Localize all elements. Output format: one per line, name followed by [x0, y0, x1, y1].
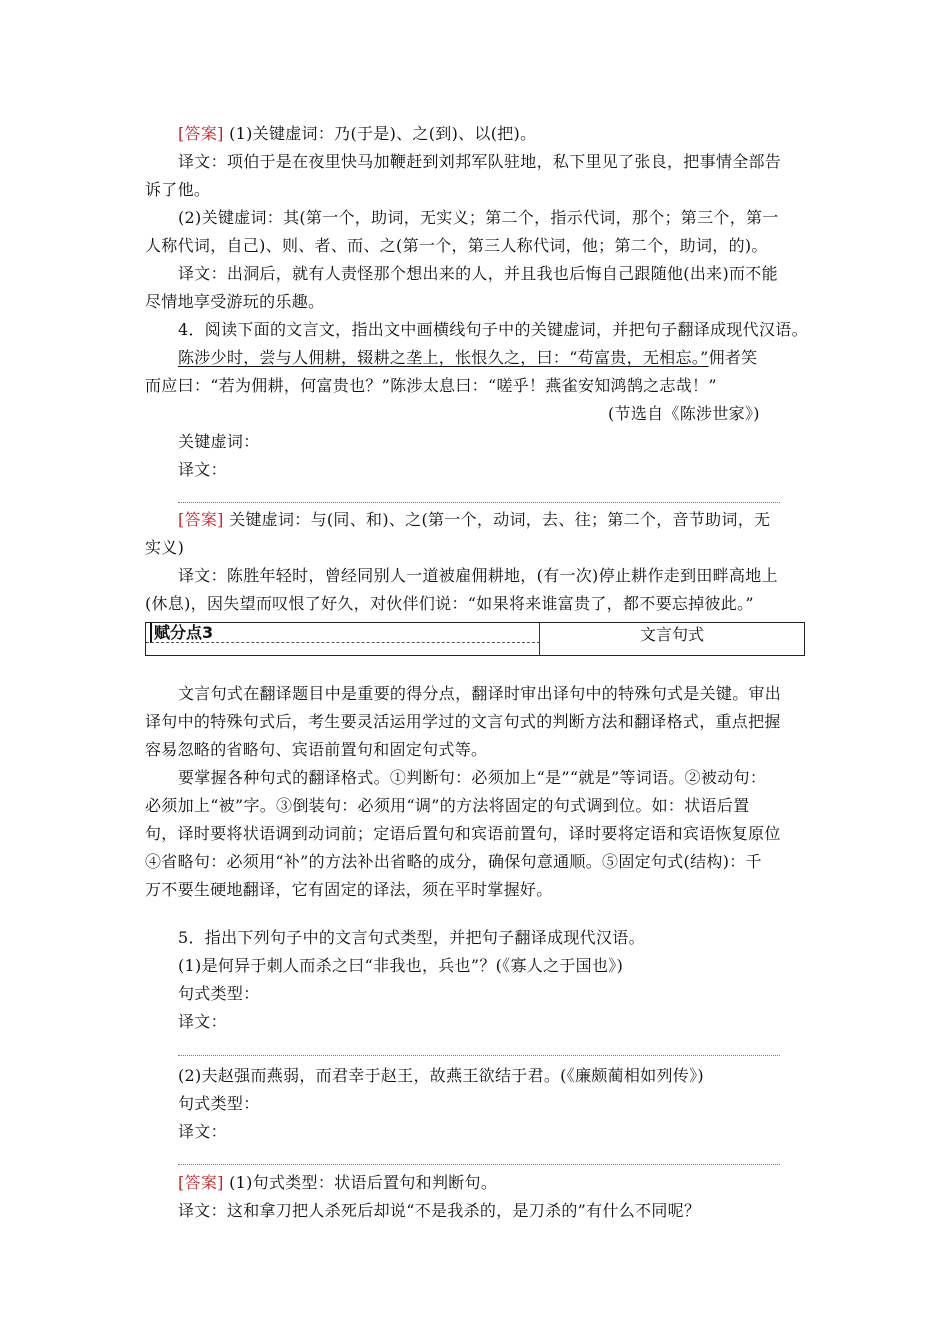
passage-text: 佣者笑 — [708, 348, 758, 367]
answer-5-line-2: 译文：这和拿刀把人杀死后却说“不是我杀的，是刀杀的”有什么不同呢？ — [178, 1201, 701, 1220]
answer-tag: [答案] — [178, 510, 224, 529]
translation-prompt: 译文： — [178, 460, 227, 479]
answer-5-line-1 — [178, 1173, 497, 1193]
answer-tag: [答案] — [178, 1173, 224, 1192]
answer-4-line-4: (休息)，因失望而叹恨了好久，对伙伴们说：“如果将来谁富贵了，都不要忘掉彼此。” — [145, 594, 754, 613]
translation-prompt: 译文： — [178, 1012, 227, 1031]
answer-text: 关键虚词：与(同、和)、之(第一个，动词，去、往；第二个，音节助词，无 — [229, 510, 771, 529]
answer-1-line — [178, 124, 536, 144]
question-5-2: (2)夫赵强而燕弱，而君幸于赵王，故燕王欲结于君。(《廉颇蔺相如列传》) — [178, 1066, 704, 1085]
section-title: 赋分点3 — [150, 623, 213, 643]
paragraph-2-line-2: 必须加上“被”字。③倒装句：必须用“调”的方法将固定的句式调到位。如：状语后置 — [145, 796, 750, 815]
answer-translation-1-cont: 诉了他。 — [145, 180, 211, 199]
sentence-type-prompt: 句式类型： — [178, 984, 260, 1003]
answer-divider — [178, 1164, 780, 1165]
answer-4-line-2: 实义) — [145, 538, 185, 557]
section-dash-line — [146, 642, 540, 643]
question-4-passage-line-2: 而应曰：“若为佣耕，何富贵也？”陈涉太息曰：“嗟乎！燕雀安知鸿鹄之志哉！” — [145, 376, 717, 395]
underlined-sentence: 陈涉少时，尝与人佣耕，辍耕之垄上，怅恨久之，曰：“苟富贵，无相忘。” — [178, 348, 709, 367]
paragraph-2-line-1: 要掌握各种句式的翻译格式。①判断句：必须加上“是”“就是”等词语。②被动句： — [178, 768, 767, 787]
keyword-prompt: 关键虚词： — [178, 432, 260, 451]
answer-divider — [178, 1055, 780, 1056]
answer-translation-1: 译文：项伯于是在夜里快马加鞭赶到刘邦军队驻地，私下里见了张良，把事情全部告 — [178, 152, 782, 171]
question-5-1: (1)是何异于刺人而杀之曰“非我也，兵也”？(《寡人之于国也》) — [178, 956, 624, 975]
paragraph-2-line-5: 万不要生硬地翻译，它有固定的译法，须在平时掌握好。 — [145, 880, 553, 899]
answer-divider — [178, 502, 780, 503]
paragraph-1-line-1: 文言句式在翻译题目中是重要的得分点，翻译时审出译句中的特殊句式是关键。审出 — [178, 684, 782, 703]
paragraph-1-line-2: 译句中的特殊句式后，考生要灵活运用学过的文言句式的判断方法和翻译格式，重点把握 — [145, 712, 781, 731]
question-4-passage-line-1 — [178, 348, 757, 368]
answer-text: (1)关键虚词：乃(于是)、之(到)、以(把)。 — [229, 124, 537, 143]
answer-translation-2-cont: 尽情地享受游玩的乐趣。 — [145, 292, 325, 311]
section-topic: 文言句式 — [639, 625, 704, 644]
paragraph-2-line-3: 句，译时要将状语调到动词前；定语后置句和宾语前置句，译时要将定语和宾语恢复原位 — [145, 824, 781, 843]
paragraph-1-line-3: 容易忽略的省略句、宾语前置句和固定句式等。 — [145, 740, 488, 759]
answer-translation-2: 译文：出洞后，就有人责怪那个想出来的人，并且我也后悔自己跟随他(出来)而不能 — [178, 264, 778, 283]
sentence-type-prompt: 句式类型： — [178, 1094, 260, 1113]
paragraph-2-line-4: ④省略句：必须用“补”的方法补出省略的成分，确保句意通顺。⑤固定句式(结构)：千 — [145, 852, 762, 871]
answer-keywords-2: (2)关键虚词：其(第一个，助词，无实义；第二个，指示代词，那个；第三个，第一 — [178, 208, 779, 227]
section-header-left — [146, 623, 540, 656]
answer-text: (1)句式类型：状语后置句和判断句。 — [229, 1173, 498, 1192]
translation-prompt: 译文： — [178, 1122, 227, 1141]
answer-tag: [答案] — [178, 124, 224, 143]
answer-keywords-2-cont: 人称代词，自己)、则、者、而、之(第一个，第三人称代词，他；第二个，助词，的)。 — [145, 236, 768, 255]
answer-4-line-1 — [178, 510, 770, 530]
passage-source: (节选自《陈涉世家》) — [608, 404, 760, 423]
question-4: 4．阅读下面的文言文，指出文中画横线句子中的关键虚词，并把句子翻译成现代汉语。 — [178, 320, 808, 339]
section-header — [145, 622, 805, 656]
question-5: 5．指出下列句子中的文言句式类型，并把句子翻译成现代汉语。 — [178, 928, 645, 947]
answer-4-line-3: 译文：陈胜年轻时，曾经同别人一道被雇佣耕地，(有一次)停止耕作走到田畔高地上 — [178, 566, 778, 585]
